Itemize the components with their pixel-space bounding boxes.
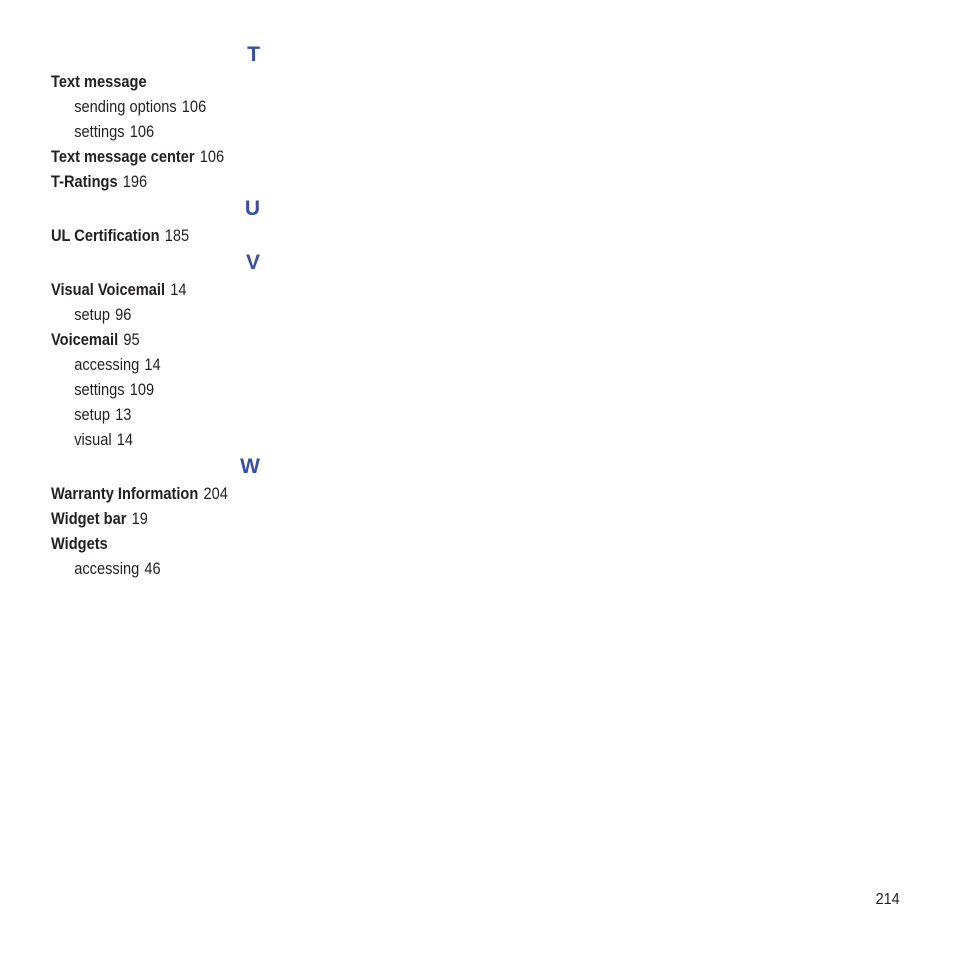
index-term: Widgets <box>51 534 108 553</box>
index-term: Warranty Information <box>51 484 199 503</box>
index-entry <box>51 481 233 506</box>
index-page-ref: 96 <box>115 305 132 324</box>
index-section-t <box>51 40 263 194</box>
index-page-ref: 95 <box>123 330 140 349</box>
index-subterm: setup <box>74 305 110 324</box>
index-page-ref: 14 <box>170 280 187 299</box>
index-page-ref: 46 <box>144 559 161 578</box>
index-term: Text message center <box>51 147 195 166</box>
index-page-ref: 106 <box>199 147 225 166</box>
index-entry <box>51 531 233 556</box>
page-number: 214 <box>875 891 900 908</box>
letter-heading: V <box>245 251 260 274</box>
index-subentry <box>51 427 233 452</box>
index-page-ref: 106 <box>129 122 155 141</box>
index-page-ref: 196 <box>122 172 148 191</box>
index-term: Visual Voicemail <box>51 280 166 299</box>
index-page-ref: 19 <box>131 509 148 528</box>
index-page-ref: 106 <box>181 97 207 116</box>
index-subentry <box>51 119 233 144</box>
index-subterm: visual <box>74 430 112 449</box>
index-section-u <box>51 194 263 248</box>
index-section-v <box>51 248 263 452</box>
index-subterm: settings <box>74 380 125 399</box>
letter-heading: T <box>247 43 260 66</box>
index-term: Voicemail <box>51 330 119 349</box>
index-page-ref: 185 <box>164 226 190 245</box>
index-term: Widget bar <box>51 509 127 528</box>
index-entry <box>51 506 233 531</box>
index-subterm: sending options <box>74 97 177 116</box>
index-entry <box>51 169 233 194</box>
index-entry <box>51 223 233 248</box>
letter-heading: W <box>240 455 260 478</box>
index-page-ref: 13 <box>115 405 132 424</box>
index-entry <box>51 277 233 302</box>
index-entry <box>51 327 233 352</box>
index-term: UL Certification <box>51 226 160 245</box>
index-page-ref: 14 <box>144 355 161 374</box>
index-subentry <box>51 377 233 402</box>
index-term: Text message <box>51 72 147 91</box>
index-subentry <box>51 302 233 327</box>
index-section-w <box>51 452 263 581</box>
index-page-ref: 14 <box>116 430 134 449</box>
index-term: T-Ratings <box>51 172 118 191</box>
index-subentry <box>51 94 233 119</box>
index-subterm: setup <box>74 405 110 424</box>
index-subterm: settings <box>74 122 125 141</box>
index-column <box>51 40 263 581</box>
index-subentry <box>51 402 233 427</box>
index-subterm: accessing <box>74 355 140 374</box>
index-page-ref: 109 <box>129 380 155 399</box>
index-subentry <box>51 352 233 377</box>
index-entry <box>51 69 233 94</box>
index-subterm: accessing <box>74 559 140 578</box>
letter-heading: U <box>244 197 260 220</box>
index-entry <box>51 144 233 169</box>
index-subentry <box>51 556 233 581</box>
index-page-ref: 204 <box>203 484 228 503</box>
